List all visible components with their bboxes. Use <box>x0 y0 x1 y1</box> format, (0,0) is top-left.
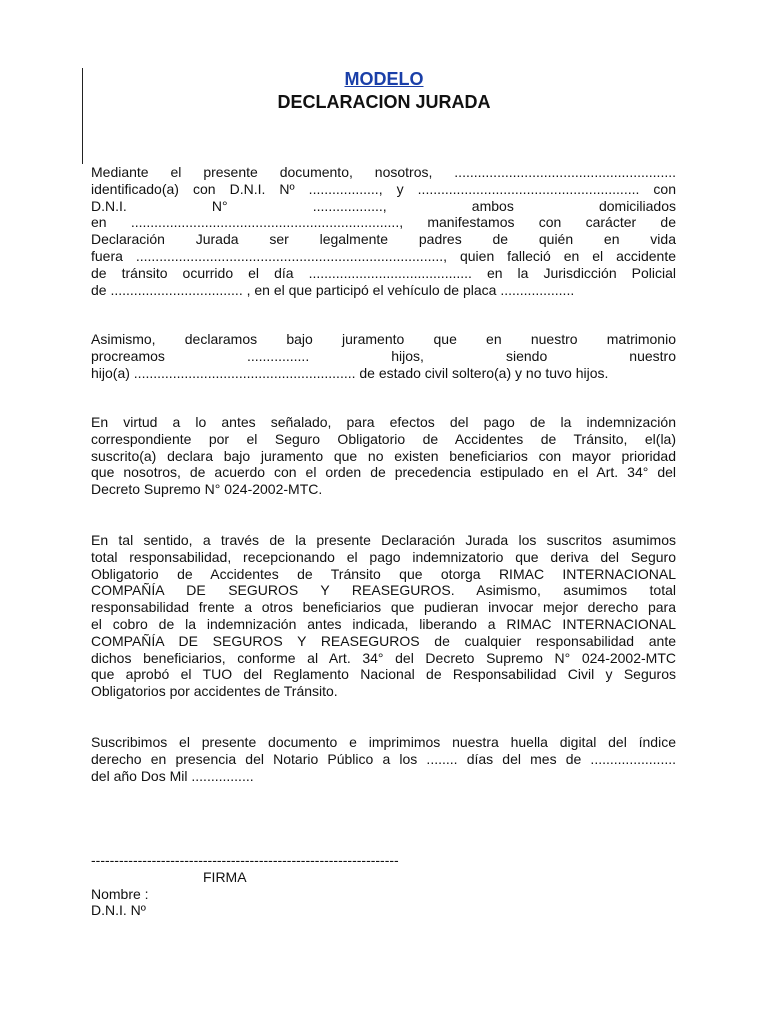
document-title: DECLARACION JURADA <box>277 92 491 112</box>
paragraph-line: Suscribimos el presente documento e imprimimos nuestra huella digital del índice <box>91 734 676 750</box>
paragraph-line: que aprobó el TUO del Reglamento Nacional de Responsabilidad Civil y Seguros <box>91 666 676 683</box>
paragraph-line: Decreto Supremo N° 024-2002-MTC. <box>91 481 323 498</box>
signature-label: FIRMA <box>203 868 247 885</box>
paragraph-line: En virtud a lo antes señalado, para efectos del pago de la indemnización <box>91 414 676 430</box>
paragraph-line: COMPAÑÍA DE SEGUROS Y REASEGUROS de cualquier responsabilidad ante <box>91 632 676 649</box>
name-label: Nombre : <box>91 885 149 902</box>
paragraph-line: de tránsito ocurrido el día .......................................... en la Jurisdicción Policial <box>91 264 676 281</box>
paragraph-line: Declaración Jurada ser legalmente padres de quién en vida <box>91 231 676 248</box>
paragraph-line: hijo(a) ......................................................... de estado civil soltero(a) y no tuvo hijos. <box>91 364 609 381</box>
paragraph-line: COMPAÑÍA DE SEGUROS Y REASEGUROS. Asimismo, asumimos total <box>91 582 676 599</box>
paragraph-children <box>91 331 676 381</box>
dni-label: D.N.I. Nº <box>91 902 146 919</box>
paragraph-line: Obligatorio de Accidentes de Tránsito que otorga RIMAC INTERNACIONAL <box>91 565 676 582</box>
paragraph-line: responsabilidad frente a otros beneficiarios que pudieran invocar mejor derecho para <box>91 599 676 616</box>
signature-block <box>91 852 676 919</box>
paragraph-line: D.N.I. N° .................., ambos domiciliados <box>91 197 676 214</box>
paragraph-line: En tal sentido, a través de la presente Declaración Jurada los suscritos asumimos <box>91 532 676 548</box>
paragraph-responsibility <box>91 532 676 700</box>
paragraph-line: Asimismo, declaramos bajo juramento que en nuestro matrimonio <box>91 331 676 347</box>
paragraph-line: en ....................................................................., manifestamos con carácter de <box>91 214 676 231</box>
paragraph-line: fuera ..............................................................................., quien falleció en el accidente <box>91 247 676 264</box>
paragraph-line: del año Dos Mil ................ <box>91 767 254 784</box>
paragraph-line: dichos beneficiarios, conforme al Art. 34° del Decreto Supremo N° 024-2002-MTC <box>91 649 676 666</box>
paragraph-line: total responsabilidad, recepcionando el pago indemnizatorio que deriva del Seguro <box>91 548 676 565</box>
paragraph-line: de .................................. , en el que participó el vehículo de placa ................... <box>91 281 575 298</box>
document-header <box>90 68 678 114</box>
paragraph-line: Obligatorios por accidentes de Tránsito. <box>91 683 338 700</box>
paragraph-line: correspondiente por el Seguro Obligatorio de Accidentes de Tránsito, el(la) <box>91 430 676 447</box>
paragraph-line: identificado(a) con D.N.I. Nº .................., y ......................................................... con <box>91 180 676 197</box>
paragraph-line: que nosotros, de acuerdo con el orden de precedencia estipulado en el Art. 34° del <box>91 464 676 481</box>
modelo-title: MODELO <box>344 69 424 89</box>
paragraph-line: derecho en presencia del Notario Público a los ........ días del mes de ...................... <box>91 750 676 767</box>
margin-line <box>82 68 83 164</box>
paragraph-line: suscrito(a) declara bajo juramento que no existen beneficiarios con mayor prioridad <box>91 447 676 464</box>
paragraph-line: el cobro de la indemnización antes indicada, liberando a RIMAC INTERNACIONAL <box>91 615 676 632</box>
paragraph-beneficiaries <box>91 414 676 498</box>
paragraph-signing <box>91 734 676 784</box>
paragraph-declarants <box>91 164 676 298</box>
paragraph-line: procreamos ................ hijos, siendo nuestro <box>91 347 676 364</box>
paragraph-line: Mediante el presente documento, nosotros, ......................................................... <box>91 164 676 180</box>
signature-line: ------------------------------------------------------------------ <box>91 852 399 868</box>
